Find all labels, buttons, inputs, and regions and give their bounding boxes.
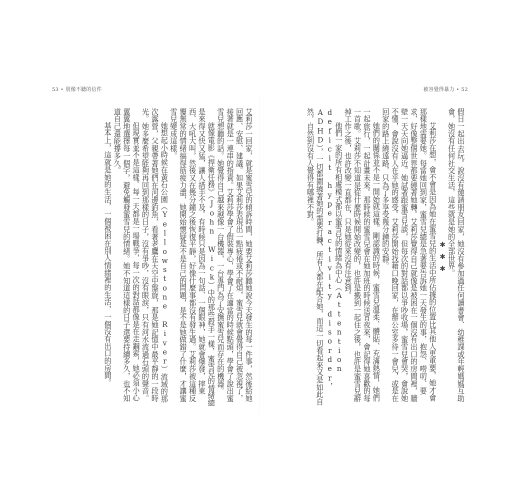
right-page-body [268, 108, 466, 408]
paragraph: 假日一起出去玩。說沒有邀請朋友回家，她沒有參加過任何讀書會、幼稚課或年輕媽媽互助會，她沒有任何社交生活，這些就是她的全部世界。 [447, 108, 466, 402]
paragraph: 她們的關係並不是一開始就這樣。剛認識的時候，蜜雪兒溫柔、體貼、充滿熱情，她們一起旅行，一起計畫未來。那時候的蜜雪兒會在她加班的時候送宵夜來，會記得她喜歡的每一首歌。艾莉莎不知道是從什麼時候開始改變的，也許是搬到一起住之後，也許是蜜雪兒辭掉工作之後，也許改變一直都在，只是她從來沒有注意到。 [344, 108, 382, 402]
paragraph: 她想起小時候在黃石公園（Yellowstone River）流域的那次露營，父親帶著她們在河邊釣魚，看著老鷹在天空中盤旋，那是她記憶中最平靜的一段時光。她多麼希望能夠再回到那樣的日子，沒有爭吵，沒有眼淚，只有河水流過石頭的聲音。 [141, 108, 170, 403]
paragraph: 但現實並不是這樣。每一天都是一場戰爭，每一次的對話都像是在走鋼索，她必須小心翼翼地選擇每一個字，避免觸發蜜雪兒的情緒。她不知道這樣的日子還要持續多久，也不知道自己還能撐多久。 [113, 108, 142, 402]
paragraph: 他們一家的所有相處模式都以蜜雪兒的情緒為中心（Attention deficit hyperactivity disorder，ADHD），一切都圍繞著她的需要打轉，所有人都在配合她，而這一切看起來又是如此自然，自然到沒有人覺得有哪裡不對。 [306, 108, 344, 406]
section-break: ✱✱✱ [438, 240, 448, 276]
page-gutter [259, 96, 260, 414]
paragraph: 艾莉莎一回家，就是蜜雪兒的傾訴時間，她要艾莉莎聽她說今天發生的每一件事，然後給她回應、安慰、建議。如果艾莉莎表現出一點疲倦或不耐煩，蜜雪兒就會覺得自己被忽視了，接著就是一連串的指責。艾莉莎學會了假裝專心，學會了在適當的時候點頭，學會了說出蜜雪兒想聽的話。她覺得自己越來越像一台機器，一台專門為了安撫蜜雪兒而存在的機器。 [216, 108, 254, 402]
paragraph: 就像電影《捍衛任務》（John Wick）中的那些殺手一樣，蜜雪兒的情緒總是來得又快又猛，讓人措手不及。有時候只是因為一句話、一個眼神，她就會爆發，摔東西、大吼大叫，然後又在幾分鐘之後恢復平靜，好像什麼事都沒有發生過。艾莉莎被這種反覆無常的情緒搞得筋疲力盡，她開始懷疑是不是自己的問題，是不是她做錯了什麼，才讓蜜雪兒變成這樣。 [169, 108, 217, 407]
paragraph: 基本上，這就是她的生活，一個被困在別人情緒裡的生活，一個沒有出口的房間。 [103, 122, 113, 387]
running-header-right: 被容覺得暴力 • 52 [423, 87, 468, 93]
book-spread [48, 82, 472, 420]
left-page-body [56, 108, 254, 408]
running-header-left: 53 • 別像不聽的信件 [52, 87, 102, 93]
paragraph: 艾莉莎在想，會不會是因為她在蜜雪兒的生活中所佔據的位置比其他人更重要，她才會那樣地需要她。每當她回到家，蜜雪兒總是急著要告訴她一天發生的事，抱怨、嘮叨、要求，好像整個世界都要繞著她轉。艾莉莎覺得自己就像是被困在一個沒有出口的房間裡，牆壁一天天向她逼近。她試著跟蜜雪兒談，但每次的對話都以爭吵收場，蜜雪兒會哭，會說她不懂，會說沒有人在乎她的感受。艾莉莎開始找藉口晚回家，在辦公室多待一會兒，或是在回家的路上繞遠路，只為了多享受幾分鐘的安靜。 [381, 108, 438, 402]
